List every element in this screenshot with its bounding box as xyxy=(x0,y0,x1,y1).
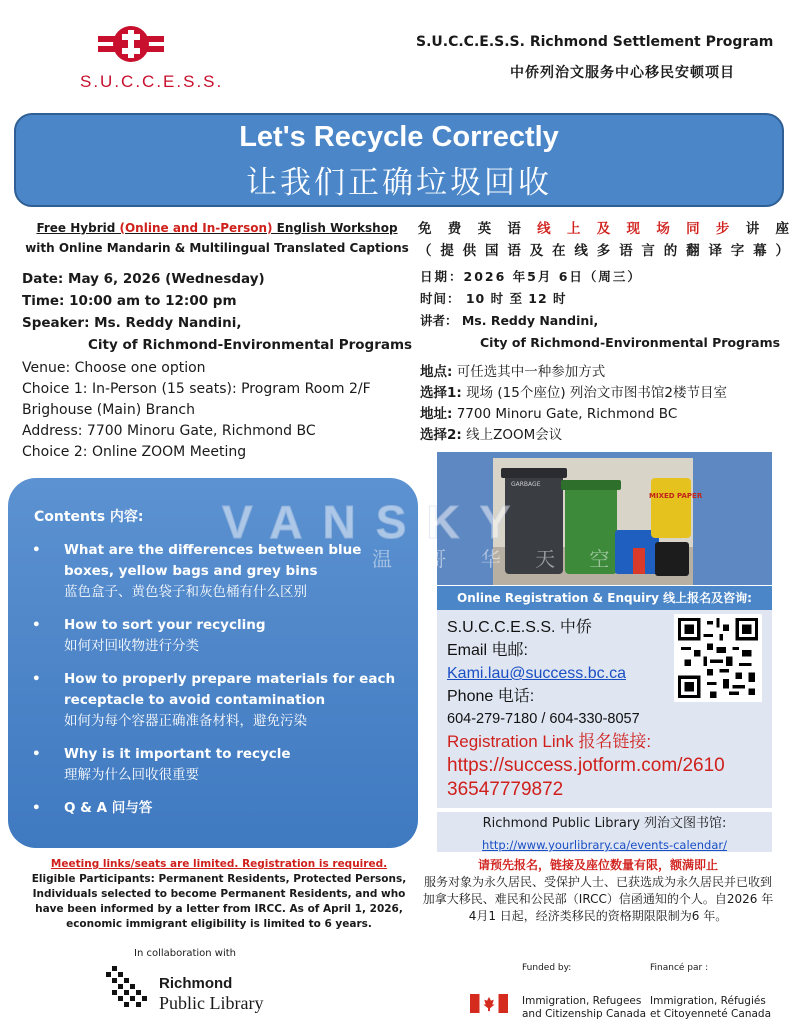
venue-line: Address: 7700 Minoru Gate, Richmond BC xyxy=(22,423,316,439)
collab-label: In collaboration with xyxy=(134,948,237,959)
event-speaker: Speaker: Ms. Reddy Nandini, xyxy=(22,315,242,331)
registration-org: S.U.C.C.E.S.S. 中侨 xyxy=(447,619,592,636)
event-details-zh xyxy=(420,266,792,446)
library-logo-text-2: Public Library xyxy=(159,993,264,1013)
eligibility-note-zh: 请预先报名，链接及座位数量有限，额满即止 服务对象为永久居民、受保护人士、已获选成为永久居民并已收到加拿大移民、难民和公民部（IRCC）信函通知的个人。自2026 年4月1 日起，经济类移民的资格期限限制为6 年。 xyxy=(422,858,774,923)
bullet-icon: • xyxy=(32,671,41,687)
library-box xyxy=(437,808,772,852)
venue-line: Choice 1: In-Person (15 seats): Program Room 2/F xyxy=(22,381,371,397)
success-logo-icon xyxy=(98,22,164,66)
bullet-icon: • xyxy=(32,746,41,762)
registration-link-label: Registration Link 报名链接: xyxy=(447,732,652,751)
svg-text:MIXED PAPER: MIXED PAPER xyxy=(649,492,703,500)
venue-line: Choice 2: Online ZOOM Meeting xyxy=(22,444,247,460)
workshop-title-en: Free Hybrid (Online and In-Person) English Workshop with Online Mandarin & Multilingual Translated Captions xyxy=(25,221,409,255)
registration-required-note: Meeting links/seats are limited. Registration is required. xyxy=(50,858,388,870)
venue-line-zh: 地址: 7700 Minoru Gate, Richmond BC xyxy=(420,406,678,422)
library-name: Richmond Public Library 列治文图书馆: xyxy=(482,816,727,831)
contents-item: • How to properly prepare materials for each receptacle to avoid contamination 如何为每个容器正确准备材料，避免污染 xyxy=(32,671,396,729)
funded-by-label: Funded by: xyxy=(522,963,572,973)
phone-numbers: 604-279-7180 / 604-330-8057 xyxy=(447,711,640,727)
contents-item: • Why is it important to recycle 理解为什么回收很重要 xyxy=(32,746,291,783)
event-time-zh: 时间： 10 时 至 12 时 xyxy=(420,291,567,306)
qr-code-icon[interactable] xyxy=(674,614,762,702)
venue-line: Venue: Choose one option xyxy=(22,360,206,376)
bullet-icon: • xyxy=(32,617,41,633)
event-speaker-org: City of Richmond-Environmental Programs xyxy=(88,337,413,353)
contents-item: • How to sort your recycling 如何对回收物进行分类 xyxy=(32,617,266,654)
registration-link[interactable]: https://success.jotform.com/2610 36547779872 xyxy=(447,755,725,800)
ircc-name-fr: Immigration, Réfugiés et Citoyenneté Canada xyxy=(650,995,772,1020)
ircc-name-en: Immigration, Refugees and Citizenship Canada xyxy=(522,995,647,1020)
phone-label: Phone 电话: xyxy=(447,688,535,705)
workshop-title-zh: 免费英语线上及现场同步讲座 （提供国语及在线多语言的翻译字幕） xyxy=(418,221,791,259)
contents-box xyxy=(8,478,418,848)
event-details-en xyxy=(22,268,422,463)
email-label: Email 电邮: xyxy=(447,642,528,659)
richmond-library-logo-icon xyxy=(104,966,152,1010)
event-date: Date: May 6, 2026 (Wednesday) xyxy=(22,271,265,287)
venue-line: Brighouse (Main) Branch xyxy=(22,402,195,418)
email-link[interactable]: Kami.lau@success.bc.ca xyxy=(447,665,626,682)
venue-line-zh: 选择2: 线上ZOOM会议 xyxy=(420,427,563,443)
bullet-icon: • xyxy=(32,800,41,816)
recycling-bins-photo xyxy=(437,452,772,585)
registration-heading: Online Registration & Enquiry 线上报名及咨询: xyxy=(437,586,772,610)
page-title-zh: 让我们正确垃圾回收 xyxy=(246,165,552,201)
page-title-en: Let's Recycle Correctly xyxy=(239,121,559,153)
library-logo-text-1: Richmond xyxy=(159,975,233,992)
contents-item: • What are the differences between blue boxes, yellow bags and grey bins 蓝色盒子、黄色袋子和灰色桶有什么区别 xyxy=(32,542,362,600)
finance-par-label: Financé par : xyxy=(650,963,709,973)
logo-text: S.U.C.C.E.S.S. xyxy=(80,72,224,91)
org-name-en: S.U.C.C.E.S.S. Richmond Settlement Program xyxy=(416,34,774,50)
registration-required-note-zh: 请预先报名，链接及座位数量有限，额满即止 xyxy=(477,858,718,872)
event-time: Time: 10:00 am to 12:00 pm xyxy=(22,293,237,309)
event-speaker-zh: 讲者： Ms. Reddy Nandini, xyxy=(420,313,599,328)
library-url-link[interactable]: http://www.yourlibrary.ca/events-calendar/ xyxy=(482,838,727,852)
event-date-zh: 日期：2026 年5月 6日（周三） xyxy=(420,269,642,284)
contents-item: • Q & A 问与答 xyxy=(30,798,396,819)
org-name-zh: 中侨列治文服务中心移民安顿项目 xyxy=(510,65,735,81)
title-banner xyxy=(14,113,784,207)
event-speaker-org-zh: City of Richmond-Environmental Programs xyxy=(480,335,781,350)
vansky-watermark: VANSKY 温 哥 华 天 空 xyxy=(222,496,624,571)
contents-heading: Contents 内容: xyxy=(34,509,144,525)
venue-line-zh: 地点: 可任选其中一种参加方式 xyxy=(420,364,606,380)
svg-text:GARBAGE: GARBAGE xyxy=(511,481,541,488)
bullet-icon: • xyxy=(32,542,41,558)
eligibility-note-en: Meeting links/seats are limited. Registration is required. Eligible Participants: Permanent Residents, Protected Persons, Individuals selected to become Permanent Residents, and who have been informed by a letter from IRCC. As of April 1, 2026, economic immigrant eligibility is limited to 6 years. xyxy=(20,857,418,932)
recycling-bins-icon xyxy=(437,452,772,585)
canada-flag-icon xyxy=(470,994,508,1013)
venue-line-zh: 选择1: 现场 (15个座位) 列治文市图书馆2楼节目室 xyxy=(420,385,727,401)
